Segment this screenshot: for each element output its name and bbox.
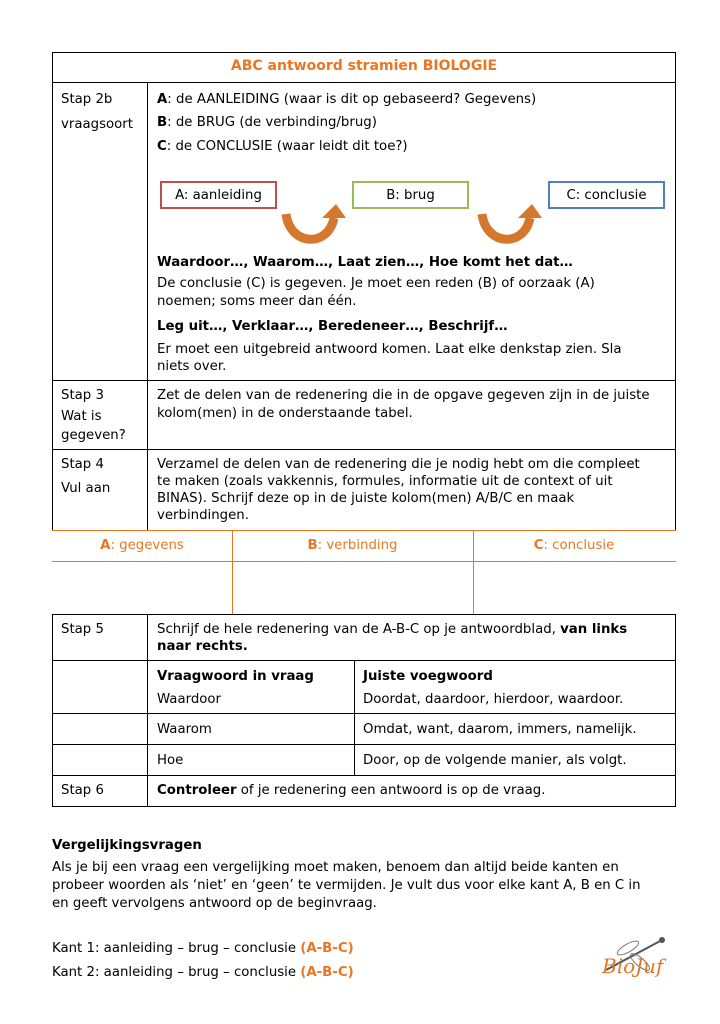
line-a [157, 90, 536, 109]
curved-arrow-icon [476, 202, 544, 246]
kant-2-text: Kant 2: aanleiding – brug – conclusie [52, 965, 301, 980]
stap4-label: Stap 4 [61, 457, 104, 472]
line-c-text: : de CONCLUSIE (waar leidt dit toe?) [166, 139, 408, 154]
curved-arrow-icon [280, 202, 348, 246]
table-cell-vraagwoord: Waarom [157, 722, 212, 737]
letter-c: C [157, 139, 167, 154]
kant-1-text: Kant 1: aanleiding – brug – conclusie [52, 941, 301, 956]
q1-heading: Waardoor…, Waarom…, Laat zien…, Hoe komt het dat… [157, 255, 573, 270]
divider [52, 775, 676, 776]
stap6-text: of je redenering een antwoord is op de vraag. [236, 783, 546, 798]
stap4-text: verbindingen. [157, 508, 249, 523]
abc-letter-c: C [533, 538, 544, 553]
frame-right [675, 614, 676, 807]
q2-line: Er moet een uitgebreid antwoord komen. Laat elke denkstap zien. Sla [157, 342, 622, 357]
box-conclusie: C: conclusie [548, 181, 665, 209]
q2-heading: Leg uit…, Verklaar…, Beredeneer…, Beschrijf… [157, 319, 508, 334]
kant-1 [52, 939, 354, 958]
kant-2-code: (A-B-C) [300, 965, 354, 980]
header-voegwoord: Juiste voegwoord [363, 669, 493, 684]
q2-line: niets over. [157, 359, 227, 374]
paragraph-line: probeer woorden als ‘niet’ en ‘geen’ te vermijden. Je vult dus voor elke kant A, B en C in [52, 878, 641, 893]
table-cell-vraagwoord: Hoe [157, 753, 184, 768]
table-cell-vraagwoord: Waardoor [157, 692, 222, 707]
letter-b: B [157, 115, 168, 130]
stap2b-sublabel: vraagsoort [61, 117, 133, 132]
frame-bottom [52, 806, 676, 807]
logo-text: BioJuf [602, 954, 664, 978]
stap3-sublabel: Wat is [61, 409, 102, 424]
stap5-bold: naar rechts. [157, 639, 248, 654]
kant-1-code: (A-B-C) [300, 941, 354, 956]
abc-letter-b: B [307, 538, 318, 553]
frame-left [52, 614, 53, 807]
stap5-bold: van links [560, 622, 628, 637]
stap5-text: Schrijf de hele redenering van de A-B-C op je antwoordblad, [157, 622, 561, 637]
abc-letter-a: A [100, 538, 111, 553]
frame-right [675, 52, 676, 530]
column-divider [147, 614, 148, 807]
abc-header-c [473, 536, 675, 555]
section-heading: Vergelijkingsvragen [52, 838, 202, 853]
stap3-text: kolom(men) in de onderstaande tabel. [157, 406, 413, 421]
biojuf-logo [584, 932, 674, 988]
letter-a: A [157, 92, 168, 107]
stap6-label: Stap 6 [61, 783, 104, 798]
divider [52, 82, 676, 83]
divider [52, 744, 676, 745]
stap6-bold: Controleer [157, 783, 237, 798]
abc-table-mid [52, 561, 676, 562]
line-b-text: : de BRUG (de verbinding/brug) [167, 115, 377, 130]
box-aanleiding: A: aanleiding [160, 181, 277, 209]
paragraph-line: en geeft vervolgens antwoord op de beginvraag. [52, 896, 377, 911]
abc-header-b [232, 536, 473, 555]
stap3-sublabel: gegeven? [61, 428, 126, 443]
line-b [157, 113, 377, 132]
line-a-text: : de AANLEIDING (waar is dit op gebaseerd? Gegevens) [167, 92, 537, 107]
table-cell-voegwoord: Door, op de volgende manier, als volgt. [363, 753, 627, 768]
divider [52, 713, 676, 714]
divider [52, 380, 676, 381]
stap4-sublabel: Vul aan [61, 481, 111, 496]
stap4-text: Verzamel de delen van de redenering die je nodig hebt om die compleet [157, 457, 640, 472]
header-vraagwoord: Vraagwoord in vraag [157, 669, 314, 684]
box-brug: B: brug [352, 181, 469, 209]
stap4-text: BINAS). Schrijf deze op in de juiste kolom(men) A/B/C en maak [157, 491, 575, 506]
table-cell-voegwoord: Doordat, daardoor, hierdoor, waardoor. [363, 692, 624, 707]
stap4-text: te maken (zoals vakkennis, formules, informatie uit de context of uit [157, 474, 613, 489]
stap3-text: Zet de delen van de redenering die in de opgave gegeven zijn in de juiste [157, 388, 650, 403]
abc-text-c: : conclusie [543, 538, 615, 553]
column-divider [354, 660, 355, 775]
line-c [157, 137, 408, 156]
divider [52, 614, 676, 615]
page-title: ABC antwoord stramien BIOLOGIE [230, 58, 498, 74]
table-cell-voegwoord: Omdat, want, daarom, immers, namelijk. [363, 722, 637, 737]
frame-top [52, 52, 676, 53]
column-divider [147, 82, 148, 530]
q1-line: noemen; soms meer dan één. [157, 294, 357, 309]
stap6-line [157, 781, 545, 800]
kant-2 [52, 963, 354, 982]
divider [52, 660, 676, 661]
frame-left [52, 52, 53, 530]
stap3-label: Stap 3 [61, 388, 104, 403]
stap2b-label: Stap 2b [61, 92, 113, 107]
stap5-label: Stap 5 [61, 622, 104, 637]
divider [52, 449, 676, 450]
abc-text-b: : verbinding [317, 538, 398, 553]
paragraph-line: Als je bij een vraag een vergelijking moet maken, benoem dan altijd beide kanten en [52, 860, 619, 875]
abc-table-top [52, 530, 676, 531]
q1-line: De conclusie (C) is gegeven. Je moet een reden (B) of oorzaak (A) [157, 276, 595, 291]
abc-text-a: : gegevens [110, 538, 184, 553]
abc-header-a [52, 536, 232, 555]
